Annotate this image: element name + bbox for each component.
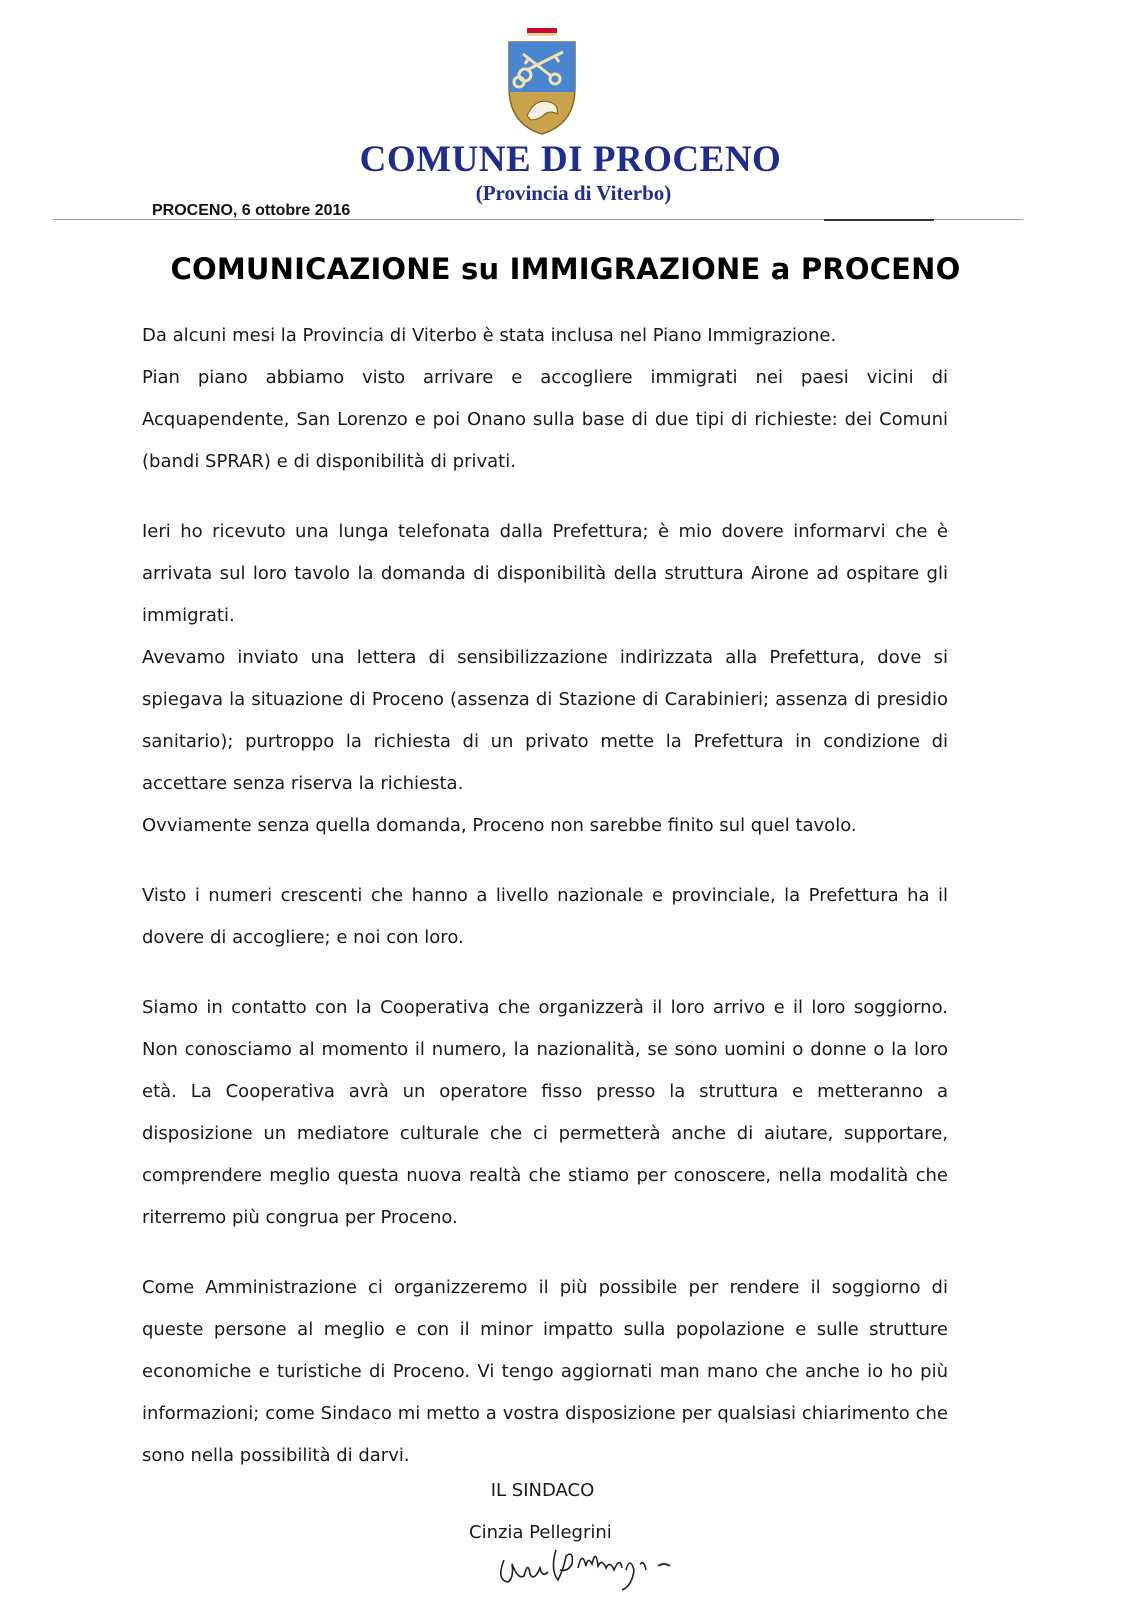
paragraph-gap (142, 847, 948, 875)
shield-blue-field (509, 42, 575, 92)
paragraph: Siamo in contatto con la Cooperativa che organizzerà il loro arrivo e il loro soggiorno. Non conosciamo al momento il numero, la nazionalità, se sono uomini o donne o la loro età. La Cooperativa avrà un operatore fisso presso la struttura e metteranno a disposizione un mediatore culturale che ci permetterà anche di aiutare, supportare, comprendere meglio questa nuova realtà che stiamo per conoscere, nella modalità che riterremo più congrua per Proceno. (142, 997, 948, 1228)
paragraph: Pian piano abbiamo visto arrivare e accogliere immigrati nei paesi vicini di Acquapendente, San Lorenzo e poi Onano sulla base di due tipi di richieste: dei Comuni (bandi SPRAR) e di disponibilità di privati. (142, 367, 948, 472)
crown-band (527, 28, 557, 33)
signature-stroke (658, 1564, 670, 1566)
paragraph: Da alcuni mesi la Provincia di Viterbo è stata inclusa nel Piano Immigrazione. (142, 325, 837, 346)
org-name: COMUNE DI PROCENO (359, 139, 782, 180)
paragraph: Come Amministrazione ci organizzeremo il più possibile per rendere il soggiorno di queste persone al meglio e con il minor impatto sulla popolazione e sulle strutture economiche e turistiche di Proceno. Vi tengo aggiornati man mano che anche io ho più informazioni; come Sindaco mi metto a vostra disposizione per qualsiasi chiarimento che sono nella possibilità di darvi. (142, 1277, 948, 1466)
paragraph-gap (142, 959, 948, 987)
signature-stroke (553, 1550, 572, 1580)
paragraph: Visto i numeri crescenti che hanno a livello nazionale e provinciale, la Prefettura ha il dovere di accogliere; e noi con loro. (142, 885, 948, 948)
paragraph-gap (142, 483, 948, 511)
signature-stroke (640, 1563, 646, 1570)
signature-stroke (501, 1560, 548, 1582)
signer-name: Cinzia Pellegrini (469, 1522, 612, 1543)
crown-base (527, 33, 557, 36)
paragraph: Ovviamente senza quella domanda, Proceno non sarebbe finito sul quel tavolo. (142, 815, 857, 836)
coat-of-arms-icon (505, 28, 579, 138)
place-date: PROCENO, 6 ottobre 2016 (152, 202, 351, 219)
signature-stroke (578, 1556, 622, 1570)
paragraph-gap (142, 1239, 948, 1267)
signature-stroke (622, 1563, 634, 1590)
document-body (142, 315, 948, 1477)
signer-role: IL SINDACO (490, 1480, 595, 1501)
paragraph: Avevamo inviato una lettera di sensibilizzazione indirizzata alla Prefettura, dove si spiegava la situazione di Proceno (assenza di Stazione di Carabinieri; assenza di presidio sanitario); purtroppo la richiesta di un privato mette la Prefettura in condizione di accettare senza riserva la richiesta. (142, 647, 948, 794)
header-divider-accent (824, 219, 934, 221)
document-title: COMUNICAZIONE su IMMIGRAZIONE a PROCENO (170, 252, 961, 286)
handwritten-signature-icon (494, 1520, 694, 1592)
paragraph: Ieri ho ricevuto una lunga telefonata dalla Prefettura; è mio dovere informarvi che è arrivata sul loro tavolo la domanda di disponibilità della struttura Airone ad ospitare gli immigrati. (142, 521, 948, 626)
org-subtitle: (Provincia di Viterbo) (475, 181, 672, 205)
